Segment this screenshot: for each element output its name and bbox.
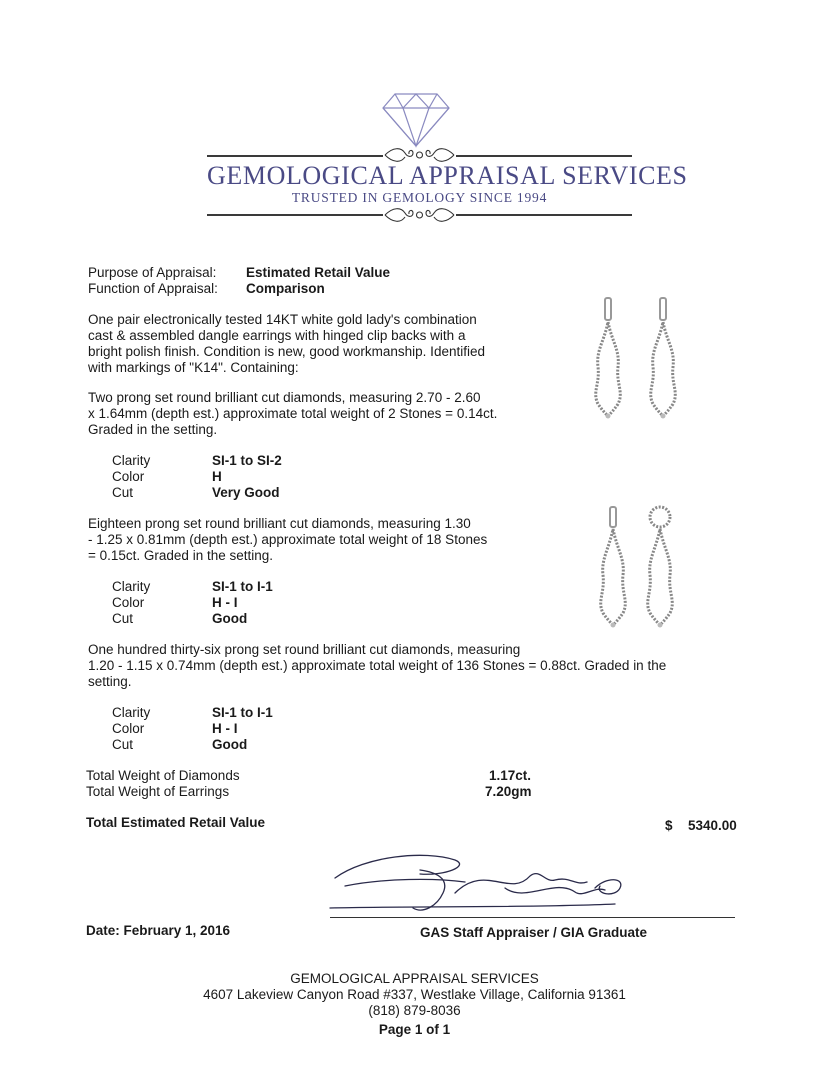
header-rule-bottom-left: [207, 214, 383, 216]
total-retail-label: Total Estimated Retail Value: [86, 815, 266, 830]
stone-line: x 1.64mm (depth est.) approximate total weight of 2 Stones = 0.14ct.: [88, 406, 498, 421]
header-rule-top-left: [207, 155, 383, 157]
grade-value: SI-1 to SI-2: [212, 453, 282, 468]
stone-line: Eighteen prong set round brilliant cut diamonds, measuring 1.30: [88, 516, 471, 531]
description-line: bright polish finish. Condition is new, good workmanship. Identified: [88, 344, 485, 359]
function-value: Comparison: [246, 281, 325, 296]
purpose-label: Purpose of Appraisal:: [88, 265, 217, 280]
grade-value: H - I: [212, 595, 238, 610]
footer-address: 4607 Lakeview Canyon Road #337, Westlake Village, California 91361: [203, 987, 626, 1002]
total-earrings-label: Total Weight of Earrings: [86, 784, 230, 799]
grade-label: Clarity: [112, 453, 151, 468]
page-number: Page 1 of 1: [378, 1022, 451, 1037]
grade-value: Very Good: [212, 485, 280, 500]
total-retail-value: 5340.00: [688, 818, 737, 833]
grade-value: H - I: [212, 721, 238, 736]
stone-line: setting.: [88, 674, 132, 689]
grade-label: Clarity: [112, 705, 151, 720]
grade-value: SI-1 to I-1: [212, 705, 273, 720]
description-line: One pair electronically tested 14KT white gold lady's combination: [88, 312, 477, 327]
stone-line: Two prong set round brilliant cut diamonds, measuring 2.70 - 2.60: [88, 390, 481, 405]
grade-label: Cut: [112, 737, 134, 752]
purpose-value: Estimated Retail Value: [246, 265, 391, 280]
description-line: cast & assembled dangle earrings with hinged clip backs with a: [88, 328, 466, 343]
function-label: Function of Appraisal:: [88, 281, 218, 296]
stone-line: One hundred thirty-six prong set round brilliant cut diamonds, measuring: [88, 642, 521, 657]
stone-line: 1.20 - 1.15 x 0.74mm (depth est.) approximate total weight of 136 Stones = 0.88ct. Graded in the: [88, 658, 667, 673]
grade-value: H: [212, 469, 222, 484]
total-diamonds-label: Total Weight of Diamonds: [86, 768, 240, 783]
earrings-photo-bottom: [590, 503, 690, 631]
header-rule-bottom-right: [456, 214, 632, 216]
grade-value: Good: [212, 611, 248, 626]
footer-company: GEMOLOGICAL APPRAISAL SERVICES: [290, 971, 539, 986]
grade-label: Color: [112, 721, 145, 736]
footer-phone: (818) 879-8036: [368, 1003, 461, 1018]
grade-label: Cut: [112, 611, 134, 626]
grade-label: Color: [112, 469, 145, 484]
currency-symbol: $: [665, 818, 673, 833]
stone-group-1-description: [88, 390, 497, 438]
total-diamonds-value: 1.17ct.: [489, 768, 532, 783]
stone-group-3-description: [88, 642, 666, 690]
description-line: with markings of "K14". Containing:: [88, 360, 299, 375]
appraiser-title: GAS Staff Appraiser / GIA Graduate: [420, 925, 648, 940]
total-earrings-value: 7.20gm: [485, 784, 532, 799]
stone-line: - 1.25 x 0.81mm (depth est.) approximate total weight of 18 Stones: [88, 532, 488, 547]
item-description: [88, 312, 485, 376]
grade-label: Cut: [112, 485, 134, 500]
company-name: GEMOLOGICAL APPRAISAL SERVICES: [207, 161, 688, 190]
stone-line: = 0.15ct. Graded in the setting.: [88, 548, 273, 563]
signature-line: [330, 917, 735, 918]
grade-value: SI-1 to I-1: [212, 579, 273, 594]
grade-label: Clarity: [112, 579, 151, 594]
grade-label: Color: [112, 595, 145, 610]
earrings-photo-top: [588, 292, 683, 422]
company-tagline: TRUSTED IN GEMOLOGY SINCE 1994: [291, 190, 548, 205]
header-rule-top-right: [456, 155, 632, 157]
scroll-ornament-bottom-icon: [383, 205, 456, 225]
stone-line: Graded in the setting.: [88, 422, 218, 437]
diamond-logo-icon: [381, 92, 451, 148]
stone-group-2-description: [88, 516, 487, 564]
appraisal-date: Date: February 1, 2016: [86, 923, 231, 938]
signature-mark: [325, 848, 740, 923]
grade-value: Good: [212, 737, 248, 752]
